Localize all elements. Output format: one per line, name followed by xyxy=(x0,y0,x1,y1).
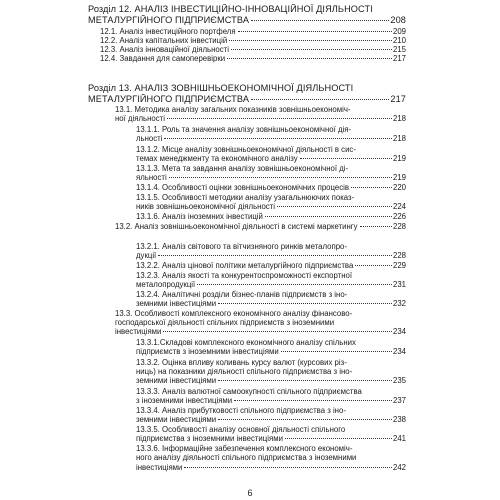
toc-line: 13.2.2. Аналіз цінової політики металургійного підприємства 229 xyxy=(136,261,406,270)
toc-line: 12.3. Аналіз інноваційної діяльності 215 xyxy=(100,45,406,54)
toc-line: підприємства з іноземними інвестиціями 241 xyxy=(136,434,406,443)
toc-line: 12.2. Аналіз капітальних інвестицій 210 xyxy=(100,36,406,45)
toc-line: МЕТАЛУРГІЙНОГО ПІДПРИЄМСТВА 208 xyxy=(88,15,406,25)
toc-line: інвестиціями 242 xyxy=(136,463,406,472)
toc-line: земними інвестиціями 235 xyxy=(136,376,406,385)
toc-line: 13.1.5. Особливості методики аналізу узагальнюючих показ- xyxy=(136,193,355,202)
toc-line: МЕТАЛУРГІЙНОГО ПІДПРИЄМСТВА 217 xyxy=(88,94,406,104)
toc-line: 13.1.2. Місце аналізу зовнішньоекономічної діяльності в сис- xyxy=(136,145,356,154)
toc-line: господарської діяльності спільних підприємств з іноземними xyxy=(115,318,335,327)
toc-line: Розділ 13. АНАЛІЗ ЗОВНІШНЬОЕКОНОМІЧНОЇ ДІЯЛЬНОСТІ xyxy=(88,83,354,93)
toc-line: земними інвестиціями 232 xyxy=(136,299,406,308)
toc-line: 13.3.2. Оцінка впливу коливань курсу валют (курсових різ- xyxy=(136,358,347,367)
toc-line: ників зовнішньоекономічної діяльності 224 xyxy=(136,202,406,211)
toc-line: дукції 228 xyxy=(136,251,406,260)
toc-line: 13.1. Методика аналізу загальних показників зовнішньоекономіч- xyxy=(115,105,351,114)
page-number: 6 xyxy=(247,488,253,498)
toc-line: льності 218 xyxy=(136,134,406,143)
toc-line: 13.3. Особливості комплексного економічного аналізу фінансово- xyxy=(115,309,353,318)
toc-line: ного аналізу діяльності спільного підприємства з іноземними xyxy=(136,453,357,462)
toc-line: 12.1. Аналіз інвестиційного портфеля 209 xyxy=(100,27,406,36)
toc-line: ної діяльності 218 xyxy=(115,114,406,123)
toc-line: 13.1.3. Мета та завдання аналізу зовнішньоекономічної ді- xyxy=(136,164,349,173)
toc-line: 13.3.1.Складові комплексного економічного аналізу спільних xyxy=(136,338,356,347)
toc-line: ниць) на показники діяльності спільного підприємства з іно- xyxy=(136,367,353,376)
toc-line: інвестиціями 234 xyxy=(115,327,406,336)
toc-line: металопродукції 231 xyxy=(136,280,406,289)
toc-line: 12.4. Завдання для самоперевірки 217 xyxy=(100,54,406,63)
toc-line: земними інвестиціями 238 xyxy=(136,415,406,424)
toc-line: 13.1.1. Роль та значення аналізу зовнішньоекономічної дія- xyxy=(136,125,352,134)
toc-line: 13.1.6. Аналіз іноземних інвестицій 226 xyxy=(136,212,406,221)
toc-line: 13.1.4. Особливості оцінки зовнішньоекономічних процесів 220 xyxy=(136,183,406,192)
toc-line: 13.2.3. Аналіз якості та конкурентоспроможності експортної xyxy=(136,271,352,280)
toc-line: 13.2. Аналіз зовнішньоекономічної діяльності в системі маркетингу 228 xyxy=(115,222,406,231)
toc-line: підприємств з іноземними інвестиціями 234 xyxy=(136,347,406,356)
toc-line: Розділ 12. АНАЛІЗ ІНВЕСТИЦІЙНО-ІННОВАЦІЙНОЇ ДІЯЛЬНОСТІ xyxy=(88,4,373,14)
toc-line: темах менеджменту та економічного аналізу 219 xyxy=(136,154,406,163)
toc-line: з іноземними інвестиціями 237 xyxy=(136,396,406,405)
toc-line: яльності 219 xyxy=(136,173,406,182)
toc-line: 13.2.4. Аналітичні розділи бізнес-планів підприємств з іно- xyxy=(136,290,348,299)
toc-line: 13.3.3. Аналіз валютної самоокупності спільного підприємства xyxy=(136,387,362,396)
toc-line: 13.3.5. Особливості аналізу основної діяльності спільного xyxy=(136,425,346,434)
toc-line: 13.3.6. Інформаційне забезпечення комплексного економіч- xyxy=(136,444,353,453)
toc-line: 13.2.1. Аналіз світового та вітчизняного ринків металопро- xyxy=(136,242,347,251)
toc-line: 13.3.4. Аналіз прибутковості спільного підприємства з іно- xyxy=(136,406,346,415)
